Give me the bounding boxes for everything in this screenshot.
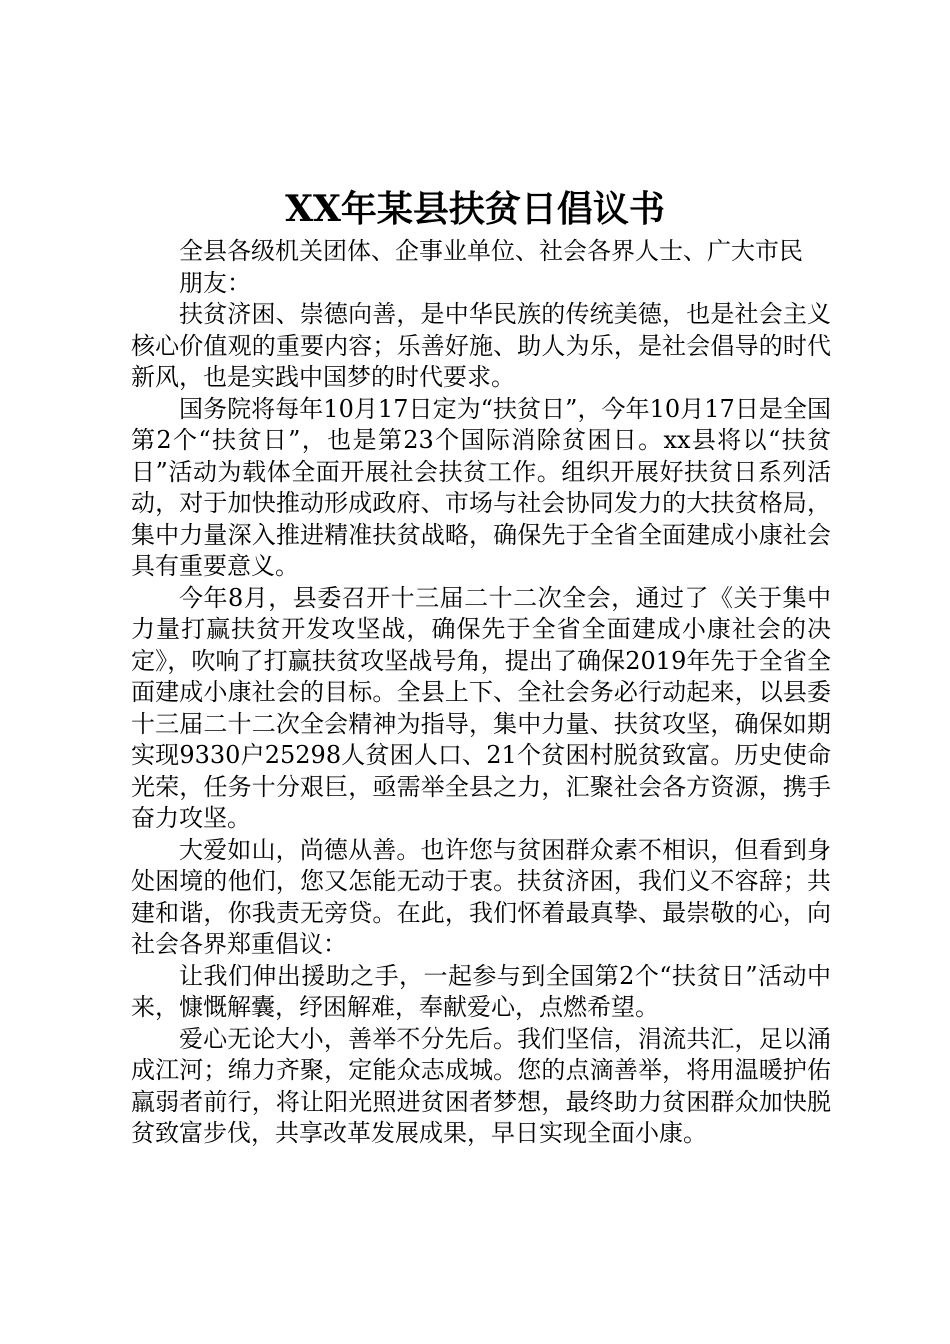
paragraph-5: 让我们伸出援助之手，一起参与到全国第2个“扶贫日”活动中来，慷慨解囊，纾困解难，奉献爱心，点燃希望。 xyxy=(131,961,831,1021)
salutation-line: 全县各级机关团体、企事业单位、社会各界人士、广大市民 xyxy=(179,237,803,265)
paragraph-2: 国务院将每年10月17日定为“扶贫日”，今年10月17日是全国第2个“扶贫日”，也是第23个国际消除贫困日。xx县将以“扶贫日”活动为载体全面开展社会扶贫工作。组织开展好扶贫日系列活动，对于加快推动形成政府、市场与社会协同发力的大扶贫格局，集中力量深入推进精准扶贫战略，确保先于全省全面建成小康社会具有重要意义。 xyxy=(131,394,831,580)
paragraph-1: 扶贫济困、崇德向善，是中华民族的传统美德，也是社会主义核心价值观的重要内容；乐善好施、助人为乐，是社会倡导的时代新风，也是实践中国梦的时代要求。 xyxy=(131,300,831,391)
paragraph-4: 大爱如山，尚德从善。也许您与贫困群众素不相识，但看到身处困境的他们，您又怎能无动于衷。扶贫济困，我们义不容辞；共建和谐，你我责无旁贷。在此，我们怀着最真挚、最崇敬的心，向社会各界郑重倡议： xyxy=(131,835,831,958)
document-title: XX年某县扶贫日倡议书 xyxy=(285,188,665,230)
paragraph-3: 今年8月，县委召开十三届二十二次全会，通过了《关于集中力量打赢扶贫开发攻坚战，确保先于全省全面建成小康社会的决定》，吹响了打赢扶贫攻坚战号角，提出了确保2019年先于全省全面建成小康社会的目标。全县上下、全社会务必行动起来，以县委十三届二十二次全会精神为指导，集中力量、扶贫攻坚，确保如期实现9330户25298人贫困人口、21个贫困村脱贫致富。历史使命光荣，任务十分艰巨，亟需举全县之力，汇聚社会各方资源，携手奋力攻坚。 xyxy=(131,583,831,832)
salutation-continuation: 朋友： xyxy=(179,268,251,297)
paragraph-6: 爱心无论大小，善举不分先后。我们坚信，涓流共汇，足以涌成江河；绵力齐聚，定能众志成城。您的点滴善举，将用温暖护佑羸弱者前行，将让阳光照进贫困者梦想，最终助力贫困群众加快脱贫致富步伐，共享改革发展成果，早日实现全面小康。 xyxy=(131,1024,831,1147)
document-body xyxy=(131,236,831,1150)
